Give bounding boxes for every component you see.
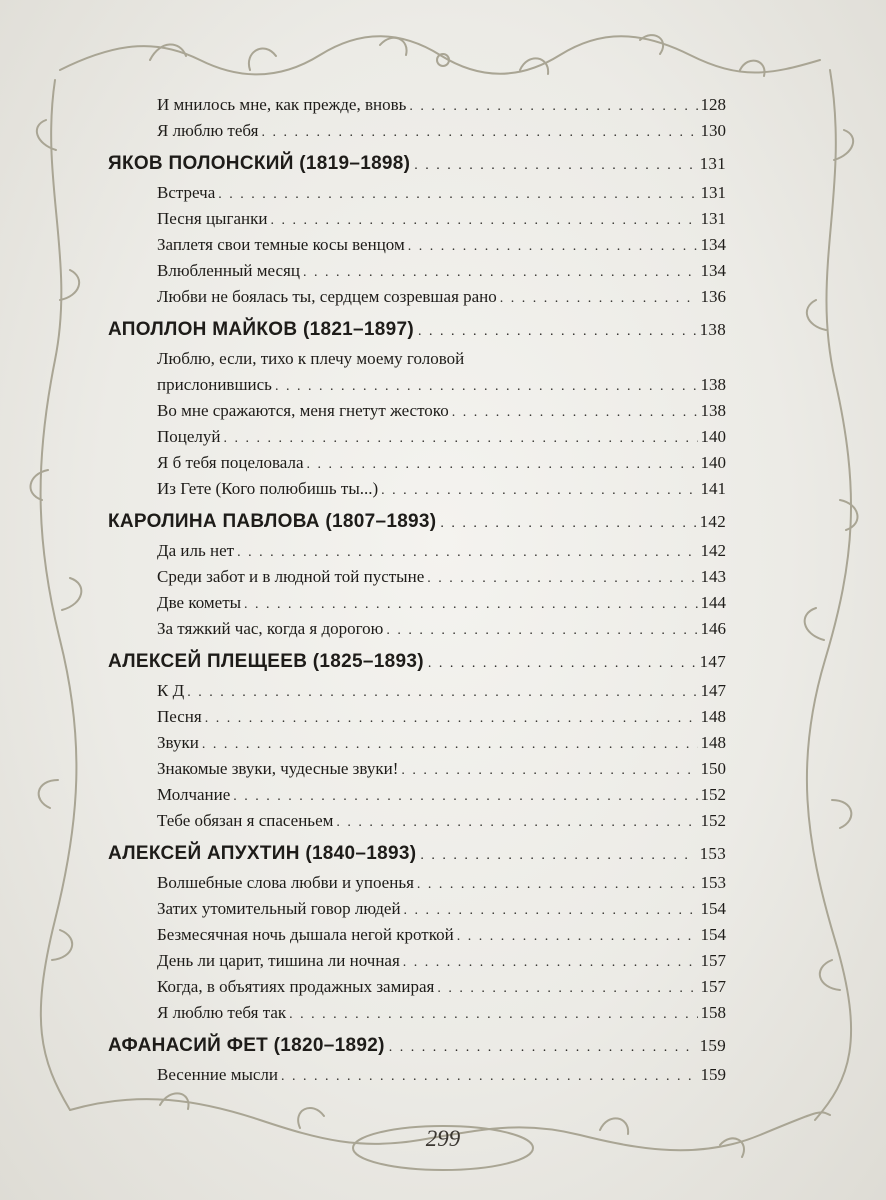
author-name: АЛЕКСЕЙ ПЛЕЩЕЕВ (1825–1893) <box>108 651 424 672</box>
dot-leader <box>224 426 698 452</box>
toc-entry-title: Затих утомительный говор людей <box>157 899 401 918</box>
toc-entry <box>108 730 726 756</box>
dot-leader <box>381 478 697 504</box>
dot-leader <box>261 120 697 146</box>
toc-entry <box>108 808 726 834</box>
dot-leader <box>336 810 697 836</box>
toc-entry-title: Я б тебя поцеловала <box>157 453 304 472</box>
dot-leader <box>500 286 698 312</box>
author-name: АФАНАСИЙ ФЕТ (1820–1892) <box>108 1035 385 1056</box>
dot-leader <box>303 260 698 286</box>
toc-entry <box>108 92 726 118</box>
dot-leader <box>452 400 698 426</box>
dot-leader <box>307 452 698 478</box>
toc-entry-title: Я люблю тебя так <box>157 1003 287 1022</box>
toc-entry <box>108 258 726 284</box>
dot-leader <box>386 618 697 644</box>
dot-leader <box>403 950 698 976</box>
dot-leader <box>244 592 697 618</box>
toc-entry-page: 157 <box>700 977 726 996</box>
toc-entry-title: Из Гете (Кого полюбишь ты...) <box>157 479 379 498</box>
toc-entry-page: 144 <box>700 593 726 612</box>
toc-entry <box>108 232 726 258</box>
author-page: 131 <box>699 154 726 173</box>
toc-entry-title: Волшебные слова любви и упоенья <box>157 873 414 892</box>
toc-entry-title: За тяжкий час, когда я дорогою <box>157 619 384 638</box>
author-name: ЯКОВ ПОЛОНСКИЙ (1819–1898) <box>108 153 411 174</box>
author-name: КАРОЛИНА ПАВЛОВА (1807–1893) <box>108 511 437 532</box>
toc-entry-page: 158 <box>700 1003 726 1022</box>
dot-leader <box>427 566 697 592</box>
toc-entry-title: Песня <box>157 707 202 726</box>
dot-leader <box>205 706 698 732</box>
toc-entry-page: 148 <box>700 733 726 752</box>
toc-entry-title: Влюбленный месяц <box>157 261 300 280</box>
toc-entry-page: 152 <box>700 785 726 804</box>
toc-entry-page: 138 <box>700 375 726 394</box>
toc-entry-title: К Д <box>157 681 185 700</box>
toc-entry-title: Встреча <box>157 183 216 202</box>
toc-entry-title: Песня цыганки <box>157 209 268 228</box>
toc-entry-page: 130 <box>700 121 726 140</box>
dot-leader <box>409 94 697 120</box>
dot-leader <box>389 1034 696 1062</box>
toc-entry <box>108 118 726 144</box>
toc-entry <box>108 398 726 424</box>
toc-entry-page: 128 <box>700 95 726 114</box>
toc-entry <box>108 704 726 730</box>
toc-entry-title: Поцелуй <box>157 427 221 446</box>
author-name: АЛЕКСЕЙ АПУХТИН (1840–1893) <box>108 843 417 864</box>
toc-entry-title: Безмесячная ночь дышала негой кроткой <box>157 925 454 944</box>
toc-entry-title: Когда, в объятиях продажных замирая <box>157 977 435 996</box>
author-name: АПОЛЛОН МАЙКОВ (1821–1897) <box>108 319 415 340</box>
toc-entry-page: 152 <box>700 811 726 830</box>
toc-entry-page: 136 <box>700 287 726 306</box>
toc-entry-title: Заплетя свои темные косы венцом <box>157 235 405 254</box>
toc-entry-title: прислонившись <box>157 375 272 394</box>
toc-entry-title: Во мне сражаются, меня гнетут жестоко <box>157 401 449 420</box>
toc-entry <box>108 590 726 616</box>
dot-leader <box>237 540 697 566</box>
toc-entry <box>108 678 726 704</box>
toc-entry <box>108 1000 726 1026</box>
toc-entry <box>108 538 726 564</box>
toc-entry-page: 159 <box>700 1065 726 1084</box>
dot-leader <box>281 1064 697 1090</box>
toc-entry-title: Тебе обязан я спасеньем <box>157 811 334 830</box>
toc-entry <box>108 782 726 808</box>
toc-author-heading <box>108 1032 726 1060</box>
toc-entry <box>108 206 726 232</box>
toc-entry <box>108 180 726 206</box>
page-number: 299 <box>425 1126 461 1151</box>
author-page: 138 <box>699 320 726 339</box>
dot-leader <box>437 976 697 1002</box>
dot-leader <box>417 872 698 898</box>
toc-entry-page: 134 <box>700 235 726 254</box>
toc-entry-page: 131 <box>700 183 726 202</box>
toc-entry <box>108 870 726 896</box>
dot-leader <box>408 234 698 260</box>
toc-author-heading <box>108 840 726 868</box>
toc-entry-title: Молчание <box>157 785 231 804</box>
dot-leader <box>428 650 696 678</box>
toc-entry-page: 138 <box>700 401 726 420</box>
toc-entry-title: Весенние мысли <box>157 1065 279 1084</box>
toc-entry-page: 148 <box>700 707 726 726</box>
table-of-contents <box>108 92 726 1088</box>
toc-entry <box>108 372 726 398</box>
toc-entry <box>108 616 726 642</box>
dot-leader <box>218 182 697 208</box>
dot-leader <box>275 374 698 400</box>
toc-entry <box>108 974 726 1000</box>
toc-entry-page: 157 <box>700 951 726 970</box>
toc-entry <box>108 476 726 502</box>
toc-entry-page: 150 <box>700 759 726 778</box>
toc-entry-page: 154 <box>700 899 726 918</box>
toc-entry-title: Любви не боялась ты, сердцем созревшая рано <box>157 287 497 306</box>
dot-leader <box>202 732 698 758</box>
toc-entry <box>108 756 726 782</box>
toc-entry-title: Знакомые звуки, чудесные звуки! <box>157 759 399 778</box>
toc-entry-page: 154 <box>700 925 726 944</box>
dot-leader <box>270 208 697 234</box>
toc-entry-page: 142 <box>700 541 726 560</box>
toc-entry-title: Я люблю тебя <box>157 121 259 140</box>
toc-entry-page: 131 <box>700 209 726 228</box>
dot-leader <box>187 680 697 706</box>
toc-entry-title: Да иль нет <box>157 541 235 560</box>
author-page: 159 <box>699 1036 726 1055</box>
toc-entry-title: И мнилось мне, как прежде, вновь <box>157 95 407 114</box>
toc-entry <box>108 922 726 948</box>
toc-entry-page: 146 <box>700 619 726 638</box>
dot-leader <box>289 1002 697 1028</box>
dot-leader <box>420 842 695 870</box>
toc-author-heading <box>108 648 726 676</box>
toc-entry-page: 153 <box>700 873 726 892</box>
dot-leader <box>404 898 698 924</box>
dot-leader <box>418 318 696 346</box>
toc-entry-page: 140 <box>700 453 726 472</box>
toc-entry-title: День ли царит, тишина ли ночная <box>157 951 400 970</box>
toc-author-heading <box>108 508 726 536</box>
toc-entry <box>108 564 726 590</box>
toc-entry <box>108 896 726 922</box>
toc-entry-page: 140 <box>700 427 726 446</box>
toc-entry <box>108 424 726 450</box>
author-page: 142 <box>699 512 726 531</box>
toc-entry-page: 141 <box>700 479 726 498</box>
toc-entry-title: Звуки <box>157 733 199 752</box>
author-page: 153 <box>699 844 726 863</box>
toc-entry-line <box>108 346 726 372</box>
author-page: 147 <box>699 652 726 671</box>
toc-entry <box>108 450 726 476</box>
dot-leader <box>401 758 697 784</box>
toc-entry-page: 147 <box>700 681 726 700</box>
toc-entry-page: 143 <box>700 567 726 586</box>
dot-leader <box>457 924 698 950</box>
toc-entry-title: Среди забот и в людной той пустыне <box>157 567 425 586</box>
toc-entry-page: 134 <box>700 261 726 280</box>
toc-entry <box>108 948 726 974</box>
toc-entry <box>108 284 726 310</box>
toc-entry-title: Две кометы <box>157 593 242 612</box>
dot-leader <box>233 784 697 810</box>
dot-leader <box>414 152 695 180</box>
toc-author-heading <box>108 150 726 178</box>
toc-author-heading <box>108 316 726 344</box>
dot-leader <box>440 510 695 538</box>
toc-entry-title: Люблю, если, тихо к плечу моему головой <box>157 349 465 368</box>
toc-entry <box>108 1062 726 1088</box>
